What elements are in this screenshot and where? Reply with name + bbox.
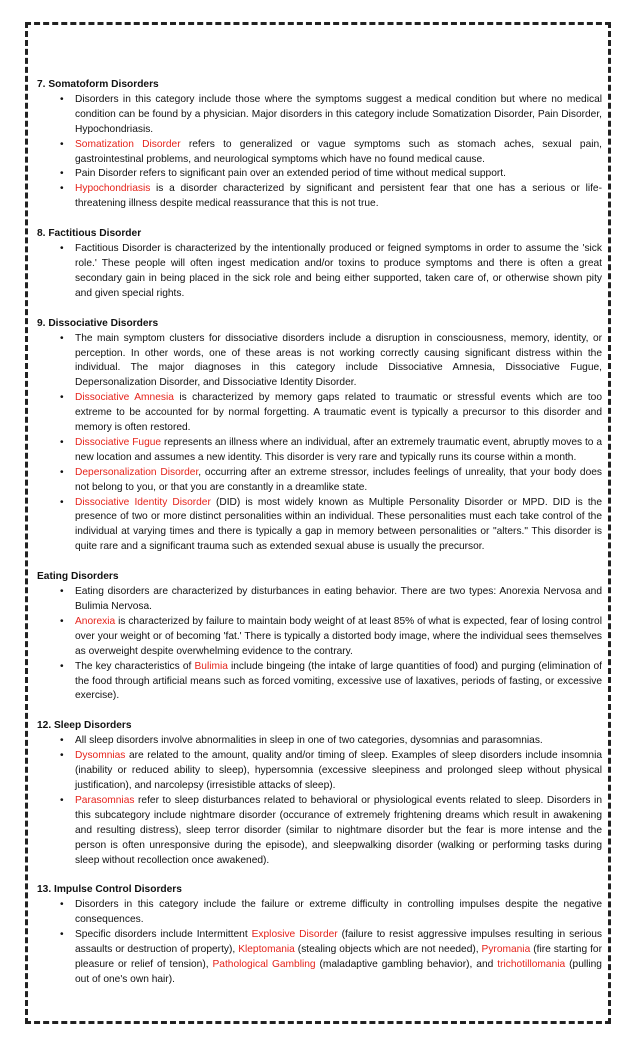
item-text: (fire starting for pleasure or relief of tension),	[75, 944, 602, 970]
section	[37, 719, 602, 868]
item-text: refer to sleep disturbances related to behavioral or physiological events related to sleep. Disorders in this subcategory include nightmare disorder (occurance of extremely frightening dreams which result in awakening and resulting distress), sleep terror disorder (similar to nightmare disorder but the fear is more intense and the person is often unresponsive during the episode), and sleepwalking disorder (walking or performing tasks during sleep without recollection once awakened).	[75, 794, 602, 866]
item-text: Disorders in this category include those where the symptoms suggest a medical condition but where no medical condition can be found by a physician. Major disorders in this category include Somatization Disorder, Pain Disorder, Hypochondriasis.	[75, 93, 602, 135]
bullet-list	[37, 332, 602, 556]
list-item	[75, 928, 602, 988]
list-item	[75, 496, 602, 556]
section-heading: 9. Dissociative Disorders	[37, 317, 159, 329]
item-text: Disorders in this category include the failure or extreme difficulty in controlling impulses despite the negative consequences.	[75, 899, 602, 926]
bullet-list	[37, 734, 602, 868]
item-text: (maladaptive gambling behavior), and	[315, 958, 498, 970]
section	[37, 78, 602, 212]
list-item	[75, 585, 602, 615]
highlighted-term: Bulimia	[194, 660, 228, 672]
highlighted-term: trichotillomania	[497, 958, 566, 970]
bullet-list	[37, 898, 602, 987]
highlighted-term: Somatization Disorder	[75, 138, 181, 150]
item-text: is characterized by memory gaps related to traumatic or stressful events which are too extreme to be accounted for by normal forgetting. A traumatic event is typically a precursor to this disorder and memory is often restored.	[75, 392, 602, 434]
section	[37, 227, 602, 302]
list-item	[75, 436, 602, 466]
list-item	[75, 749, 602, 794]
document-body	[37, 78, 602, 1003]
section	[37, 317, 602, 556]
list-item	[75, 332, 602, 392]
item-text: are related to the amount, quality and/or timing of sleep. Examples of sleep disorders include insomnia (inability or reduced ability to sleep), hypersomnia (excessive sleepiness and prolonged sleep without physical justification), and narcolepsy (irresistible attacks of sleep).	[75, 750, 602, 791]
list-item	[75, 794, 602, 869]
item-text: is a disorder characterized by significant and persistent fear that one has a serious or life-threatening illness despite medical reassurance that this is not true.	[75, 183, 602, 210]
item-text: refers to generalized or vague symptoms such as stomach aches, sexual pain, gastrointestinal problems, and neurological symptoms which have no found medical cause.	[75, 138, 602, 165]
item-text: Factitious Disorder is characterized by the intentionally produced or feigned symptoms in order to assume the 'sick role.' These people will often ingest medication and/or toxins to produce symptoms and there is often a great secondary gain in being placed in the sick role and being either supported, taken care of, or otherwise shown pity and given special rights.	[75, 243, 602, 299]
item-text: , occurring after an extreme stressor, includes feelings of unreality, that your body does not belong to you, or that you are constantly in a dreamlike state.	[75, 466, 602, 493]
list-item	[75, 138, 602, 168]
highlighted-term: Dissociative Identity Disorder	[75, 496, 211, 508]
highlighted-term: Anorexia	[75, 615, 116, 627]
list-item	[75, 182, 602, 212]
highlighted-term: Parasomnias	[75, 794, 135, 806]
list-item	[75, 466, 602, 496]
item-text: include bingeing (the intake of large quantities of food) and purging (elimination of the food through artificial means such as forced vomiting, excessive use of laxatives, periods of fasting, or excessive exercise).	[75, 660, 602, 702]
list-item	[75, 734, 602, 749]
section-heading: 7. Somatoform Disorders	[37, 79, 159, 90]
list-item	[75, 898, 602, 928]
item-text: Pain Disorder refers to significant pain over an extended period of time without medical support.	[75, 168, 506, 180]
highlighted-term: Dysomnias	[75, 750, 126, 762]
bullet-list	[37, 93, 602, 212]
section	[37, 570, 602, 704]
item-text: represents an illness where an individual, after an extremely traumatic event, abruptly moves to a new location and assumes a new identity. This disorder is very rare and typically runs its course within a month.	[75, 436, 602, 463]
item-text: (stealing objects which are not needed),	[294, 944, 482, 956]
item-text: (pulling out of one's own hair).	[75, 958, 602, 985]
highlighted-term: Explosive Disorder	[251, 929, 338, 941]
bullet-list	[37, 585, 602, 704]
section-heading: 8. Factitious Disorder	[37, 228, 142, 240]
highlighted-term: Dissociative Fugue	[75, 436, 162, 448]
list-item	[75, 391, 602, 436]
bullet-list	[37, 242, 602, 302]
list-item	[75, 660, 602, 705]
highlighted-term: Pathological Gambling	[212, 958, 316, 970]
highlighted-term: Hypochondriasis	[75, 183, 151, 195]
highlighted-term: Dissociative Amnesia	[75, 392, 174, 404]
highlighted-term: Pyromania	[481, 944, 531, 956]
item-text: All sleep disorders involve abnormalities in sleep in one of two categories, dysomnias and parasomnias.	[75, 735, 543, 747]
item-text: Eating disorders are characterized by disturbances in eating behavior. There are two types: Anorexia Nervosa and Bulimia Nervosa.	[75, 586, 602, 612]
item-text: (DID) is most widely known as Multiple Personality Disorder or MPD. DID is the presence of two or more distinct personalities within an individual. These personalities must each take control of the individual at varying times and there is typically a gap in memory between personalities or "alters." This disorder is quite rare and a significant trauma such as extended sexual abuse is usually the precursor.	[75, 496, 602, 553]
item-text: The main symptom clusters for dissociative disorders include a disruption in consciousness, memory, identity, or perception. In other words, one of these areas is not working correctly causing significant distress within the individual. The major diagnoses in this category include Dissociative Amnesia, Dissociative Fugue, Depersonalization Disorder, and Dissociative Identity Disorder.	[75, 332, 602, 389]
list-item	[75, 167, 602, 182]
highlighted-term: Depersonalization Disorder	[75, 466, 199, 478]
item-text: Specific disorders include Intermittent	[75, 929, 252, 941]
list-item	[75, 242, 602, 302]
section-heading: 13. Impulse Control Disorders	[37, 884, 182, 896]
list-item	[75, 93, 602, 138]
item-text: (failure to resist aggressive impulses resulting in serious assaults or destruction of property),	[75, 929, 603, 956]
section	[37, 883, 602, 987]
item-text: is characterized by failure to maintain body weight of at least 85% of what is expected, fear of losing control over your weight or of becoming 'fat.' There is typically a distorted body image, where the individual sees themselves as overweight despite overwhelming evidence to the contrary.	[75, 615, 602, 657]
list-item	[75, 615, 602, 660]
item-text: The key characteristics of	[75, 660, 195, 672]
section-heading: 12. Sleep Disorders	[37, 720, 132, 732]
highlighted-term: Kleptomania	[238, 944, 295, 956]
section-heading: Eating Disorders	[37, 571, 119, 583]
